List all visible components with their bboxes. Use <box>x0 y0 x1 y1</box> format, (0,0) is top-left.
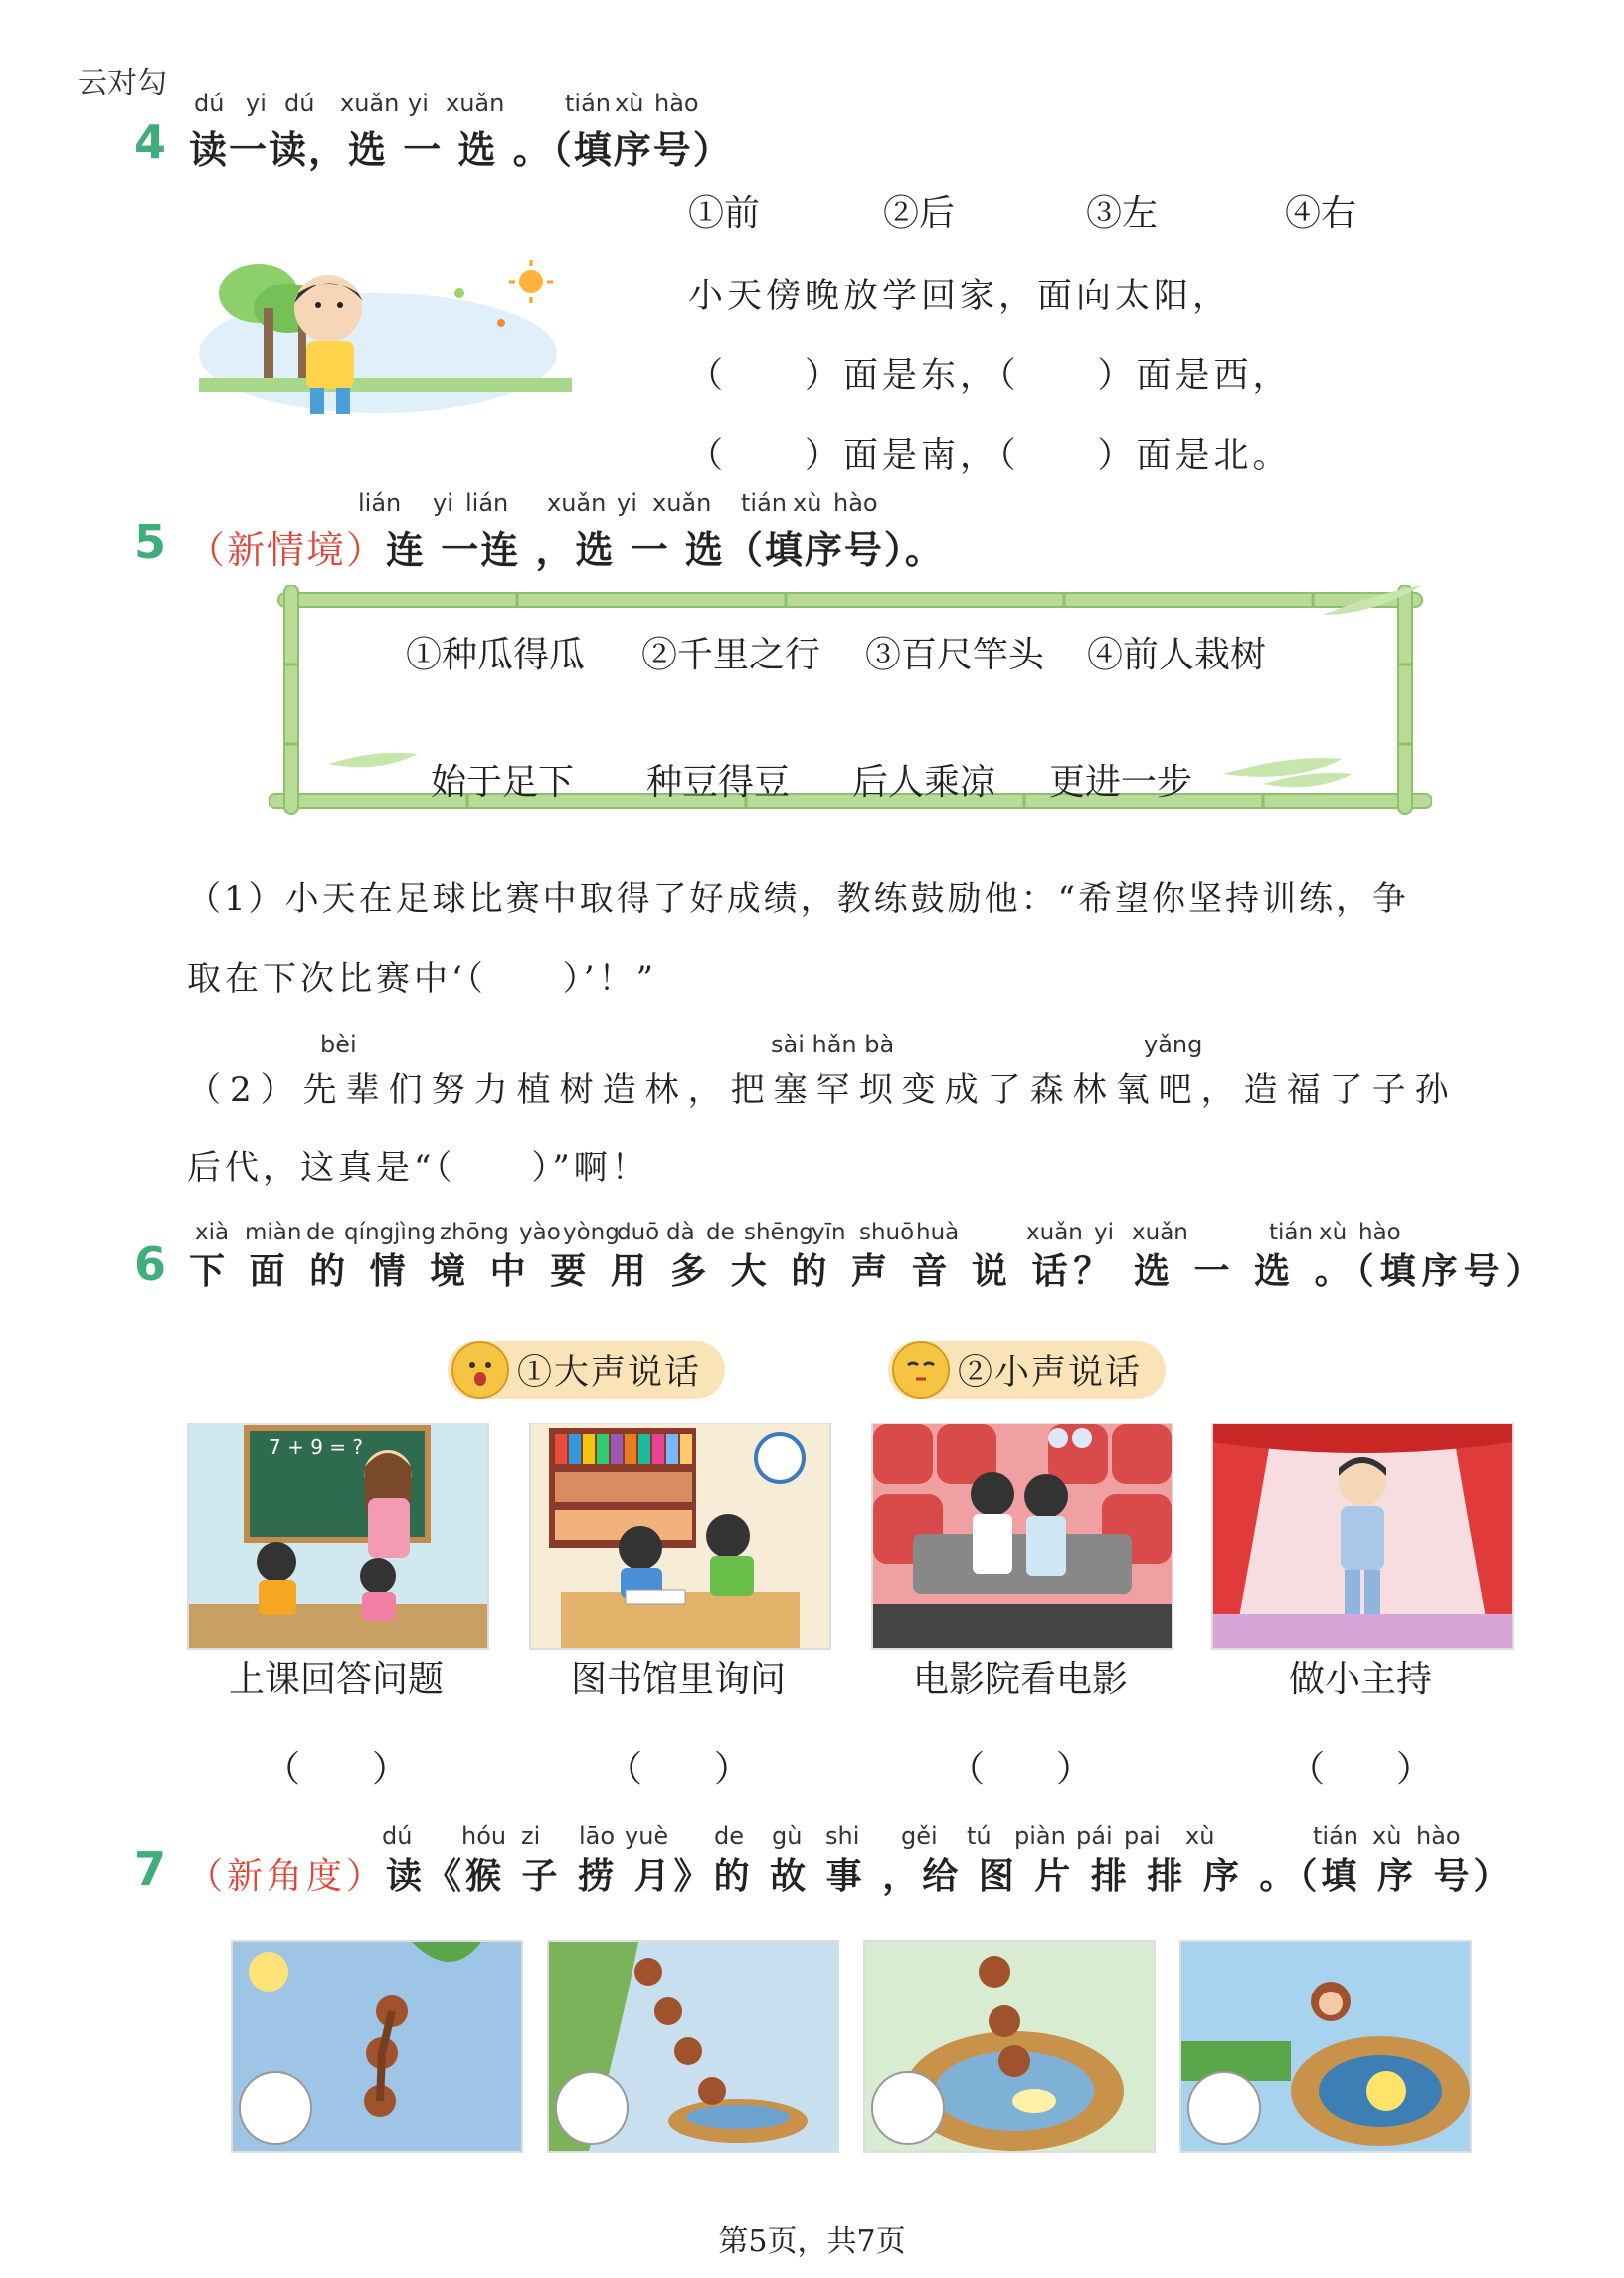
story-panel-4 <box>1179 1940 1472 2153</box>
story-panel-1 <box>231 1940 523 2153</box>
story-panel-3 <box>863 1940 1156 2153</box>
q4-option-front: ①前 <box>688 193 761 234</box>
q5-title: 连 一连 ，选 一 选（填序号）。 <box>386 528 945 572</box>
order-circle-3[interactable] <box>871 2071 945 2145</box>
q4-line-2[interactable]: （ ）面是东，（ ）面是西， <box>688 356 1292 396</box>
choice-chip-loud <box>448 1341 725 1399</box>
caption-library: 图书馆里询问 <box>570 1659 786 1700</box>
q4-option-back: ②后 <box>883 193 956 234</box>
q7-title: 读《猴 子 捞 月》的 故 事 ，给 图 片 排 排 序 。（填 序 号） <box>386 1856 1514 1897</box>
q5-heading <box>187 519 945 574</box>
brand-label: 云对勾 <box>78 66 167 100</box>
q4-option-right: ④右 <box>1285 193 1357 234</box>
idiom-bottom-3[interactable]: 后人乘凉 <box>852 762 996 803</box>
q5-sub1-line2[interactable]: 取在下次比赛中‘（ ）’！” <box>187 959 657 999</box>
q5-sub2-pinyin-saihanba: sài hǎn bà <box>771 1031 895 1058</box>
scene-cinema <box>871 1423 1173 1650</box>
q7-heading <box>187 1848 1513 1899</box>
answer-blank-cinema[interactable]: （ ） <box>948 1749 1092 1790</box>
answer-blank-host[interactable]: （ ） <box>1288 1749 1432 1790</box>
q5-sub2-line1: （2）先辈们努力植树造林，把塞罕坝变成了森林氧吧，造福了子孙 <box>187 1070 1458 1110</box>
caption-host: 做小主持 <box>1288 1659 1432 1700</box>
idiom-top-3[interactable]: ③百尺竿头 <box>865 635 1045 675</box>
idiom-top-2[interactable]: ②千里之行 <box>641 635 821 675</box>
idiom-bottom-2[interactable]: 种豆得豆 <box>646 762 791 803</box>
q4-line-3[interactable]: （ ）面是南，（ ）面是北。 <box>688 436 1292 475</box>
q4-option-left: ③左 <box>1086 193 1159 234</box>
q7-number: 7 <box>134 1842 167 1896</box>
q5-sub2-line2[interactable]: 后代，这真是“（ ）”啊！ <box>187 1148 649 1188</box>
q5-sub1-line1: （1）小天在足球比赛中取得了好成绩，教练鼓励他：“希望你坚持训练，争 <box>187 879 1410 919</box>
answer-blank-classroom[interactable]: （ ） <box>264 1749 408 1790</box>
q4-title: 读一读，选 一 选 。（填序号） <box>189 128 733 172</box>
scene-host-stage <box>1211 1423 1514 1650</box>
q5-sub2-pinyin-bei: bèi <box>320 1031 357 1058</box>
choice-quiet-label: ②小声说话 <box>958 1353 1143 1393</box>
q6-title: 下 面 的 情 境 中 要 用 多 大 的 声 音 说 话？ 选 一 选 。（填序号） <box>189 1251 1547 1292</box>
q5-number: 5 <box>134 515 167 569</box>
page-footer: 第5页，共7页 <box>718 2224 906 2259</box>
quiet-face-icon <box>892 1341 950 1399</box>
caption-classroom: 上课回答问题 <box>228 1659 444 1700</box>
choice-loud-label: ①大声说话 <box>517 1353 702 1393</box>
q7-tag: （新角度） <box>187 1856 387 1897</box>
scene-classroom <box>187 1423 489 1650</box>
q4-number: 4 <box>134 115 167 169</box>
order-circle-4[interactable] <box>1187 2071 1261 2145</box>
idiom-bottom-1[interactable]: 始于足下 <box>431 762 575 803</box>
q5-tag: （新情境） <box>187 528 387 572</box>
choice-chip-quiet <box>888 1341 1166 1399</box>
caption-cinema: 电影院看电影 <box>912 1659 1128 1700</box>
idiom-bottom-4[interactable]: 更进一步 <box>1049 762 1193 803</box>
q4-line-1: 小天傍晚放学回家，面向太阳， <box>688 277 1232 316</box>
order-circle-1[interactable] <box>239 2071 312 2145</box>
story-panel-2 <box>547 1940 839 2153</box>
chalkboard-text: 7 + 9 = ? <box>269 1435 364 1459</box>
q5-sub2-pinyin-yang: yǎng <box>1144 1031 1203 1058</box>
idiom-top-1[interactable]: ①种瓜得瓜 <box>406 635 586 675</box>
loud-face-icon <box>451 1341 509 1399</box>
order-circle-2[interactable] <box>555 2071 629 2145</box>
scene-library <box>529 1423 831 1650</box>
boy-walking-illustration <box>199 254 572 423</box>
idiom-top-4[interactable]: ④前人栽树 <box>1087 635 1267 675</box>
answer-blank-library[interactable]: （ ） <box>606 1749 750 1790</box>
q6-number: 6 <box>134 1237 167 1291</box>
